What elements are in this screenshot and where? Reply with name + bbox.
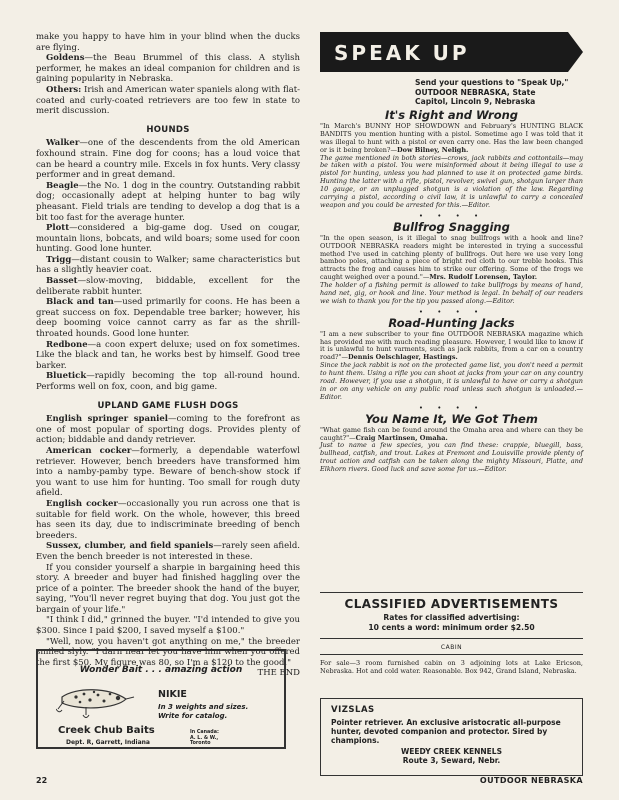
divider-line	[320, 654, 583, 655]
classified-rates: Rates for classified advertising:	[383, 613, 520, 622]
letter4-answer: Just to name a few species, you can find these: crappie, bluegill, bass, bullhead, catfish, and trout. Lakes at Fremont and Louisville provide plenty of trout action and catfish can be taken along the mighty Missouri, Platte, and Elkhorn rivers. Good luck and save some for us.—Editor.	[320, 441, 583, 474]
plott-paragraph: Plott—considered a big-game dog. Used on cougar, mountain lions, bobcats, and wild boars; some used for coon hunting. Good lone hunter.	[36, 223, 300, 255]
ad-canada-note: In Canada: A. L. & W., Toronto	[190, 730, 219, 747]
fishing-lure-icon	[56, 683, 136, 723]
letter1-answer: The game mentioned in both stories—crows, jack rabbits and cottontails—may be taken with a pistol. You were misinformed about it being illegal to use a pistol for hunting, unless you had planned to use it on protected game birds. Hunting the latter with a rifle, pistol, revolver, swivel gun, shotgun larger than 10 gauge, or an unplugged shotgun is a violation of the law. Regarding carrying a pistol, according o civil law, it is unlawful to carry a concealed weapon and you could be arrested for this.—Editor.	[320, 153, 583, 209]
the-end-label: THE END	[257, 668, 300, 679]
magazine-name: OUTDOOR NEBRASKA	[479, 776, 583, 785]
ad-headline: Wonder Bait . . . amazing action	[79, 665, 243, 675]
trigg-paragraph: Trigg—distant cousin to Walker; same characteristics but has a slightly heavier coat.	[36, 254, 300, 276]
letters-section	[320, 108, 583, 474]
separator-dots: • • • •	[418, 307, 485, 316]
ad-subtext: In 3 weights and sizes. Write for catalog.	[158, 703, 249, 720]
classified-rate-value: 10 cents a word: minimum order $2.50	[368, 623, 535, 632]
letter2-question: "In the open season, is it illegal to snag bullfrogs with a hook and line? OUTDOOR NEBRASKA readers might be interested in trying a successful method I've used in catching plenty of bullfrogs. Out here we use very long bamboo poles, attaching a piece of bright red cloth to our treble hooks. This attracts the frog and causes him to strike our offering. Some of the frogs we caught weighed over a pound."—Mrs. Rudolf Lorensen, Taylor.	[320, 233, 583, 282]
cocker-paragraph: American cocker—formerly, a dependable waterfowl retriever. However, bench breeders have transformed him into a namby-pamby type. Beware of bench-show stock if you want to use him for hunting. Too small for rough duty afield.	[36, 445, 300, 499]
upland-heading: UPLAND GAME FLUSH DOGS	[97, 400, 239, 411]
separator-dots: • • • •	[418, 403, 485, 412]
separator-dots: • • • •	[418, 211, 485, 220]
classified-header	[320, 597, 583, 632]
letter3-title: Road-Hunting Jacks	[388, 315, 515, 330]
cabin-listing: For sale—3 room furnished cabin on 3 adjoining lots at Lake Ericson, Nebraska. Hot and cold water. Reasonable. Box 942, Grand Island, Nebraska.	[320, 659, 583, 675]
goldens-paragraph: Goldens—the Beau Brummel of this class. A stylish performer, he makes an ideal companion for children and is gaining popularity in Nebraska.	[36, 53, 300, 85]
hounds-heading: HOUNDS	[146, 124, 190, 135]
letter2-answer: The holder of a fishing permit is allowed to take bullfrogs by means of hand, hand net, gig, or hook and line. Your method is legal. In behalf of our readers we wish to thank you for the tip you passed along.—Editor.	[320, 281, 583, 305]
cabin-label: CABIN	[440, 644, 463, 651]
story-paragraph-2: "I think I did," grinned the buyer. "I'd intended to give you $300. Since I paid $200, I saved myself a $100."	[36, 615, 300, 637]
others-paragraph: Others: Irish and American water spaniels along with flat-coated and curly-coated retrievers are too few in state to merit discussion.	[36, 84, 300, 117]
speak-up-title: SPEAK UP	[334, 41, 470, 65]
ad-brand: Creek Chub Baits	[58, 725, 155, 736]
beagle-paragraph: Beagle—the No. 1 dog in the country. Outstanding rabbit dog; occasionally adept at helping hunter to bag wily pheasant. Field trials are tending to develop a dog that is a bit too fast for the average hunter.	[36, 180, 300, 223]
letter3-answer: Since the jack rabbit is not on the protected game list, you don't need a permit to hunt them. Using a rifle you can shoot at jacks from your car on any country road. However, if you use a shotgun, it is unlawful to have or carry a shotgun in or on any vehicle on any public road unless such shotgun is unloaded.—Editor.	[320, 361, 583, 401]
classified-title: CLASSIFIED ADVERTISEMENTS	[344, 597, 559, 611]
left-column	[36, 32, 300, 679]
blacktan-paragraph: Black and tan—used primarily for coons. He has been a great success on fox. Dependable tree barker; however, his deep booming voice cannot carry as far as the shrill-throated hounds. Good lone hunter.	[36, 297, 301, 340]
vizslas-ad[interactable]	[320, 698, 583, 776]
letter2-title: Bullfrog Snagging	[393, 219, 510, 234]
letter3-question: "I am a new subscriber to your fine OUTDOOR NEBRASKA magazine which has provided me with much reading pleasure. However, I would like to know if it is unlawful to hunt varments, such as jack rabbits, from a car on a country road?"—Dennis Oelschlager, Hastings.	[320, 329, 583, 362]
springer-paragraph: English springer spaniel—coming to the forefront as one of most popular of sporting dogs. Provides plenty of action; biddable and dandy retriever.	[36, 414, 300, 446]
vizslas-title: VIZSLAS	[331, 705, 375, 715]
letter1-title: It's Right and Wrong	[384, 108, 519, 122]
letter4-question: "What game fish can be found around the Omaha area and where can they be caught?"—Craig Martinsen, Omaha.	[320, 425, 583, 442]
vizslas-kennel: WEEDY CREEK KENNELS Route 3, Seward, Nebr.	[401, 747, 502, 765]
speak-up-banner	[320, 32, 583, 72]
creek-chub-ad[interactable]	[36, 649, 286, 749]
page-number: 22	[36, 776, 48, 785]
divider-line	[320, 638, 583, 639]
basset-paragraph: Basset—slow-moving, biddable, excellent for the deliberate rabbit hunter.	[36, 276, 300, 297]
vizslas-text: Pointer retriever. An exclusive aristocratic all-purpose hunter, devoted companion and protector. Sired by champions.	[331, 718, 561, 745]
ad-address: Dept. R, Garrett, Indiana	[66, 739, 150, 746]
letter4-title: You Name It, We Got Them	[365, 411, 538, 426]
story-paragraph-1: If you consider yourself a sharpie in bargaining heed this story. A breeder and buyer had finished haggling over the price of a pointer. The breeder shook the hand of the buyer, saying, "You'll never regret buying that dog. You just got the bargain of your life."	[36, 562, 300, 615]
intro-paragraph: make you happy to have him in your blind when the ducks are flying.	[36, 32, 300, 53]
walker-paragraph: Walker—one of the descendents from the old American foxhound strain. Fine dog for coons; has a loud voice that can be heard a country mile. Excels in fox hunts. Very classy performer and in great demand.	[36, 138, 300, 181]
divider-line	[320, 592, 583, 593]
bluetick-paragraph: Bluetick—rapidly becoming the top all-round hound. Performs well on fox, coon, and big game.	[36, 371, 300, 392]
story-paragraph-3: "Well, now, you haven't got anything on me," the breeder smiled slyly. "I darn near let you have him when you offered the first $50. My figure was 80, so I'm a $120 to the good."	[36, 636, 300, 668]
sussex-paragraph: Sussex, clumber, and field spaniels—rarely seen afield. Even the bench breeder is not interested in these.	[36, 541, 300, 562]
send-questions-box: Send your questions to "Speak Up," OUTDOOR NEBRASKA, State Capitol, Lincoln 9, Nebraska	[415, 78, 569, 106]
letter1-question: "In March's BUNNY HOP SHOWDOWN and February's HUNTING BLACK BANDITS you mention hunting with a pistol. Sometime ago I was told that it was illegal to hunt with a pistol or even carry one. Has the law been changed or is it being broken?—Dow Bilney, Neligh.	[320, 121, 583, 154]
engcocker-paragraph: English cocker—occasionally you run across one that is suitable for field work. On the whole, however, this breed has seen its day, due to indiscriminate breeding of bench breeders.	[36, 498, 300, 541]
ad-product-name: NIKIE	[158, 689, 187, 700]
redbone-paragraph: Redbone—a coon expert deluxe; used on fox sometimes. Like the black and tan, he works best by himself. Good tree barker.	[36, 339, 300, 371]
